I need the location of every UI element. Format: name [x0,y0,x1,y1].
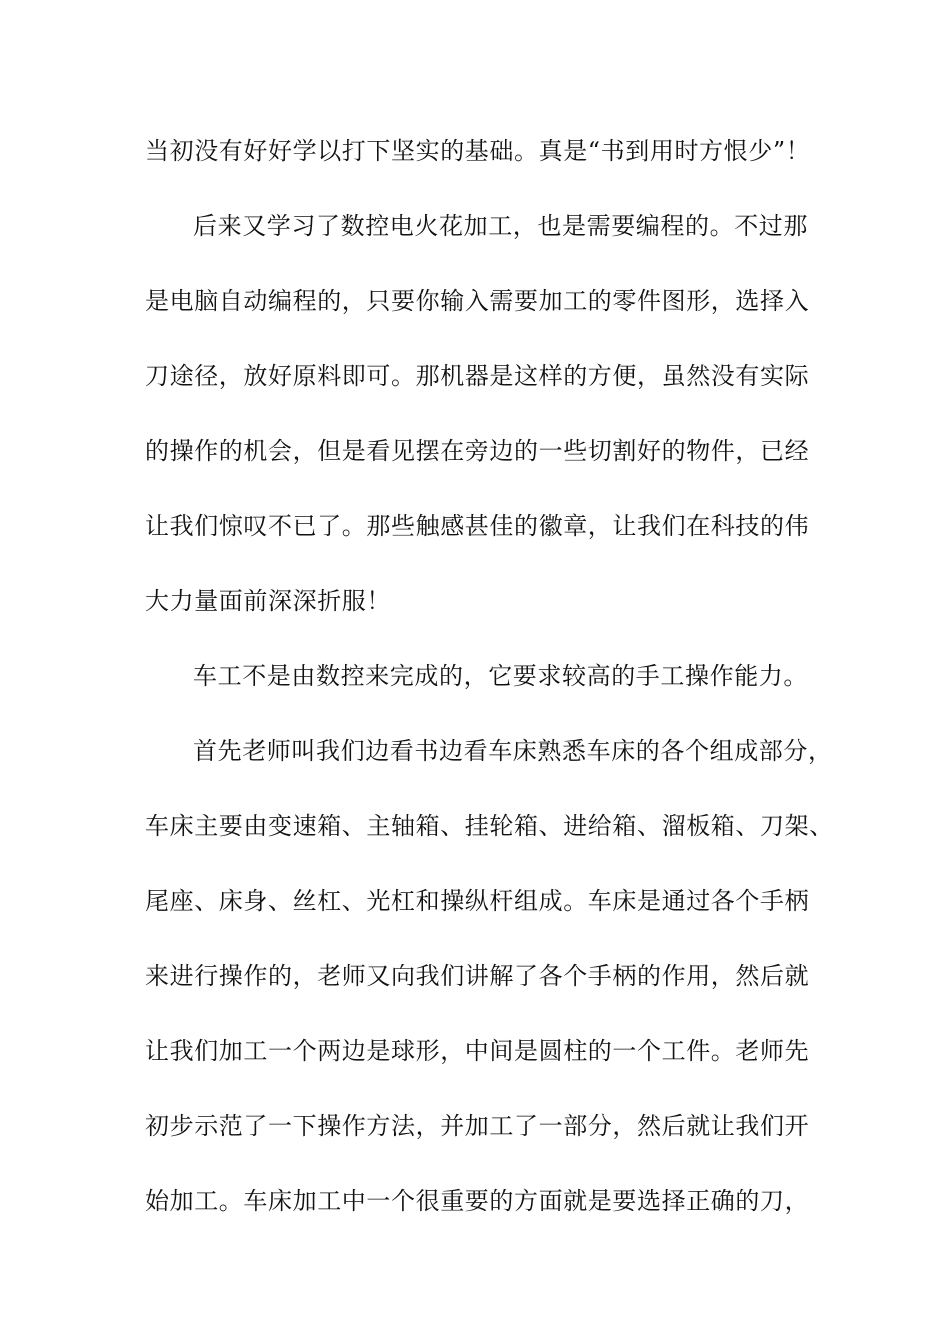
text-line: 让我们加工一个两边是球形，中间是圆柱的一个工件。老师先 [145,1037,810,1065]
paragraph-first-line: 车工不是由数控来完成的，它要求较高的手工操作能力。 [193,662,808,690]
text-line: 让我们惊叹不已了。那些触感甚佳的徽章，让我们在科技的伟 [145,512,810,540]
text-line: 刀途径，放好原料即可。那机器是这样的方便，虽然没有实际 [145,362,810,390]
text-line: 车床主要由变速箱、主轴箱、挂轮箱、进给箱、溜板箱、刀架、 [145,812,834,840]
text-line: 始加工。车床加工中一个很重要的方面就是要选择正确的刀， [145,1187,810,1215]
paragraph-first-line: 首先老师叫我们边看书边看车床熟悉车床的各个组成部分， [193,737,833,765]
text-line: 大力量面前深深折服！ [145,587,391,615]
text-line: 的操作的机会，但是看见摆在旁边的一些切割好的物件，已经 [145,437,810,465]
text-line: 是电脑自动编程的，只要你输入需要加工的零件图形，选择入 [145,287,810,315]
text-line: 当初没有好好学以打下坚实的基础。真是“书到用时方恨少”！ [145,137,811,165]
text-line: 来进行操作的，老师又向我们讲解了各个手柄的作用，然后就 [145,962,810,990]
text-line: 初步示范了一下操作方法，并加工了一部分，然后就让我们开 [145,1112,810,1140]
paragraph-first-line: 后来又学习了数控电火花加工，也是需要编程的。不过那 [193,212,808,240]
text-line: 尾座、床身、丝杠、光杠和操纵杆组成。车床是通过各个手柄 [145,887,810,915]
